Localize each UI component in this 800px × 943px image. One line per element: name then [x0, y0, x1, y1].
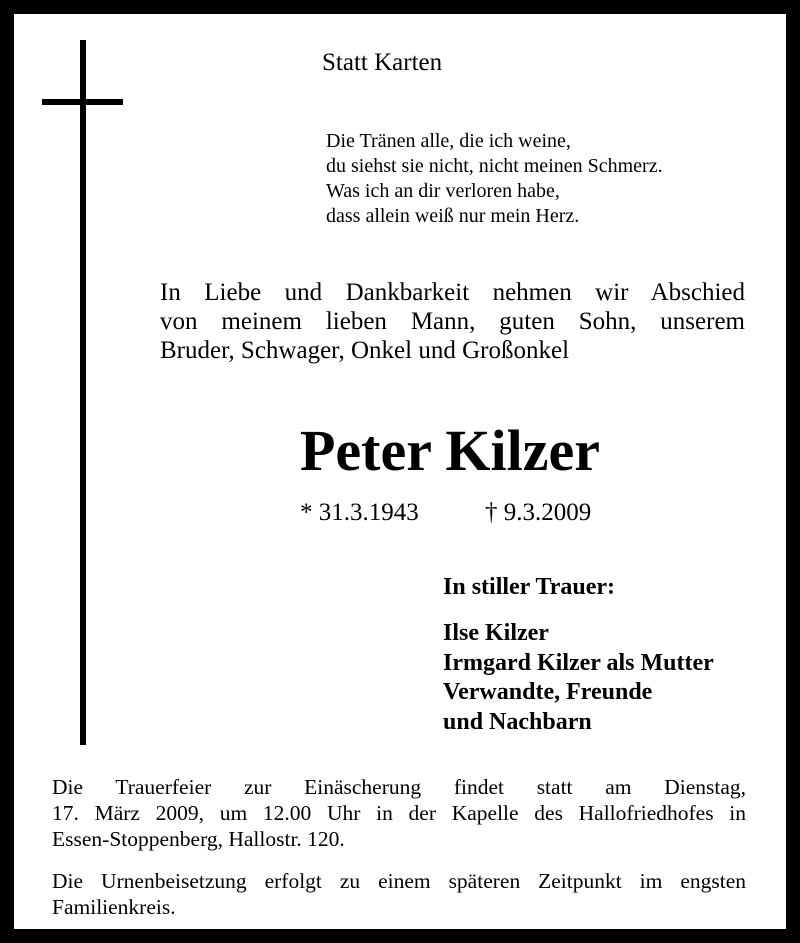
farewell-line: von meinem lieben Mann, guten Sohn, unserem — [160, 308, 745, 335]
mourner-name: Verwandte, Freunde — [443, 679, 653, 705]
cross-icon-bar — [42, 99, 123, 105]
death-date: † 9.3.2009 — [485, 499, 592, 526]
poem-line: du siehst sie nicht, nicht meinen Schmerz. — [326, 155, 663, 177]
mourner-name: Irmgard Kilzer als Mutter — [443, 649, 714, 676]
statt-karten-label: Statt Karten — [322, 49, 443, 76]
poem — [326, 129, 766, 229]
urn-line: Familienkreis. — [52, 895, 176, 919]
service-line: 17. März 2009, um 12.00 Uhr in der Kapelle des Hallofriedhofes in — [52, 801, 746, 825]
farewell-line: Bruder, Schwager, Onkel und Großonkel — [160, 337, 570, 364]
mourner-name: Ilse Kilzer — [443, 620, 549, 646]
service-line: Die Trauerfeier zur Einäscherung findet statt am Dienstag, — [52, 775, 746, 799]
birth-date: * 31.3.1943 — [300, 499, 419, 526]
poem-line: Die Tränen alle, die ich weine, — [326, 130, 571, 152]
service-line: Essen-Stoppenberg, Hallostr. 120. — [52, 827, 345, 851]
deceased-name: Peter Kilzer — [300, 418, 600, 483]
urn-line: Die Urnenbeisetzung erfolgt zu einem späteren Zeitpunkt im engsten — [52, 869, 746, 893]
funeral-service-info — [52, 774, 746, 852]
cross-icon — [80, 40, 86, 745]
poem-line: dass allein weiß nur mein Herz. — [326, 205, 580, 227]
urn-burial-info — [52, 868, 746, 920]
farewell-text — [160, 278, 745, 365]
mourner-name: und Nachbarn — [443, 708, 592, 735]
farewell-line: In Liebe und Dankbarkeit nehmen wir Abschied — [160, 279, 745, 306]
mourners-list — [443, 619, 714, 737]
poem-line: Was ich an dir verloren habe, — [326, 180, 560, 202]
mourning-heading: In stiller Trauer: — [443, 574, 615, 600]
